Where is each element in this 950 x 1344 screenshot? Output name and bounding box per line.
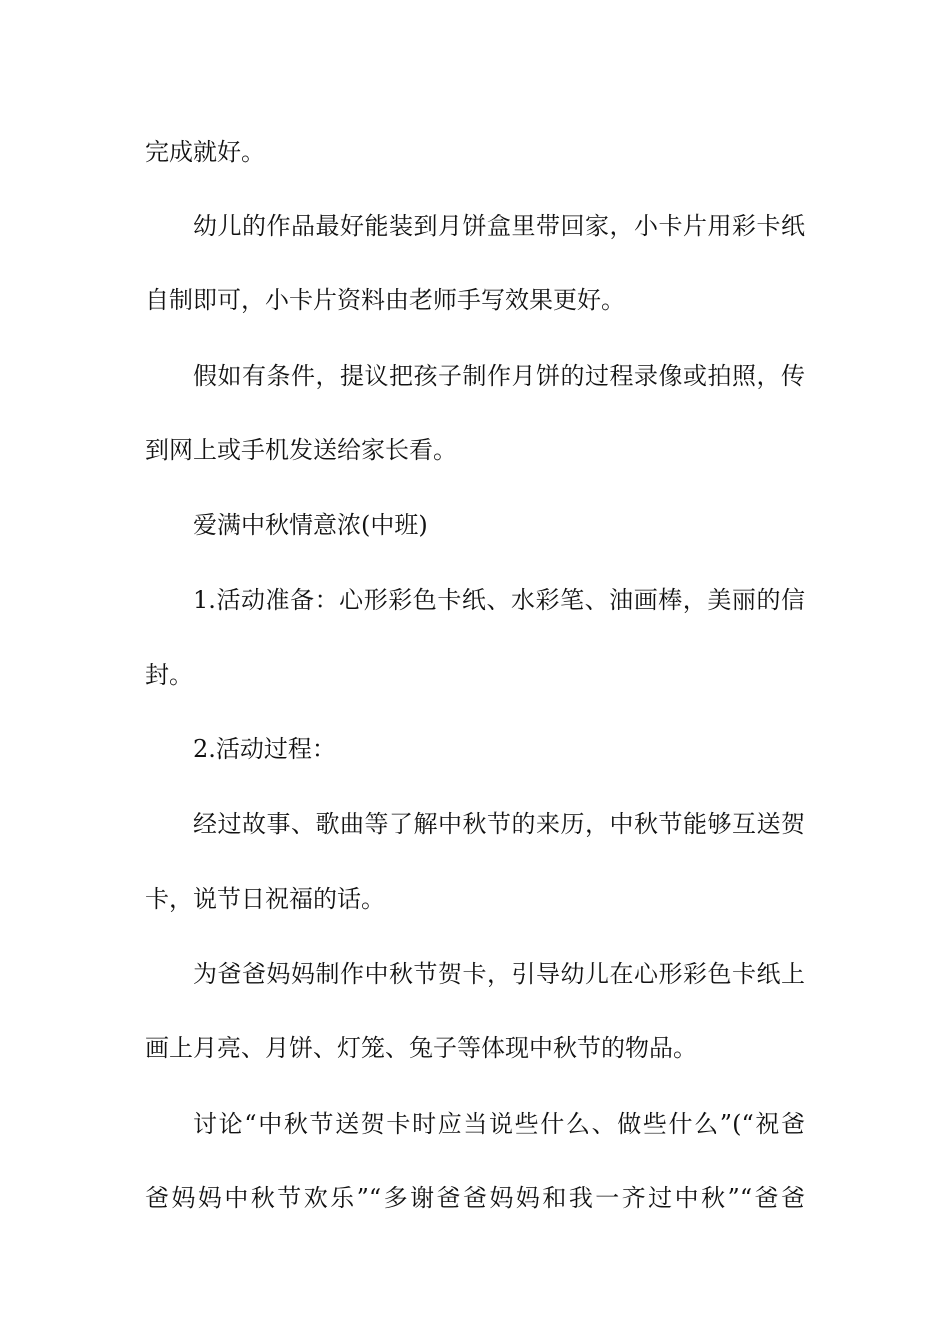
text-line: 到网上或手机发送给家长看。 (145, 436, 457, 464)
text-line: 假如有条件，提议把孩子制作月饼的过程录像或拍照，传 (193, 362, 805, 390)
text-line: 经过故事、歌曲等了解中秋节的来历，中秋节能够互送贺 (193, 810, 805, 838)
section-heading: 爱满中秋情意浓(中班) (193, 511, 428, 539)
text-line: 画上月亮、月饼、灯笼、兔子等体现中秋节的物品。 (145, 1034, 697, 1062)
text-line: 讨论“中秋节送贺卡时应当说些什么、做些什么”(“祝爸 (193, 1110, 805, 1138)
text-line: 为爸爸妈妈制作中秋节贺卡，引导幼儿在心形彩色卡纸上 (193, 960, 805, 988)
text-line: 封。 (145, 661, 193, 689)
text-line: 2.活动过程： (193, 735, 336, 763)
text-line: 幼儿的作品最好能装到月饼盒里带回家，小卡片用彩卡纸 (193, 212, 805, 240)
text-line: 自制即可，小卡片资料由老师手写效果更好。 (145, 286, 625, 314)
text-line: 爸妈妈中秋节欢乐”“多谢爸爸妈妈和我一齐过中秋”“爸爸 (145, 1184, 805, 1212)
text-line: 完成就好。 (145, 138, 265, 166)
text-line: 卡，说节日祝福的话。 (145, 885, 385, 913)
text-line: 1.活动准备：心形彩色卡纸、水彩笔、油画棒，美丽的信 (193, 586, 805, 614)
